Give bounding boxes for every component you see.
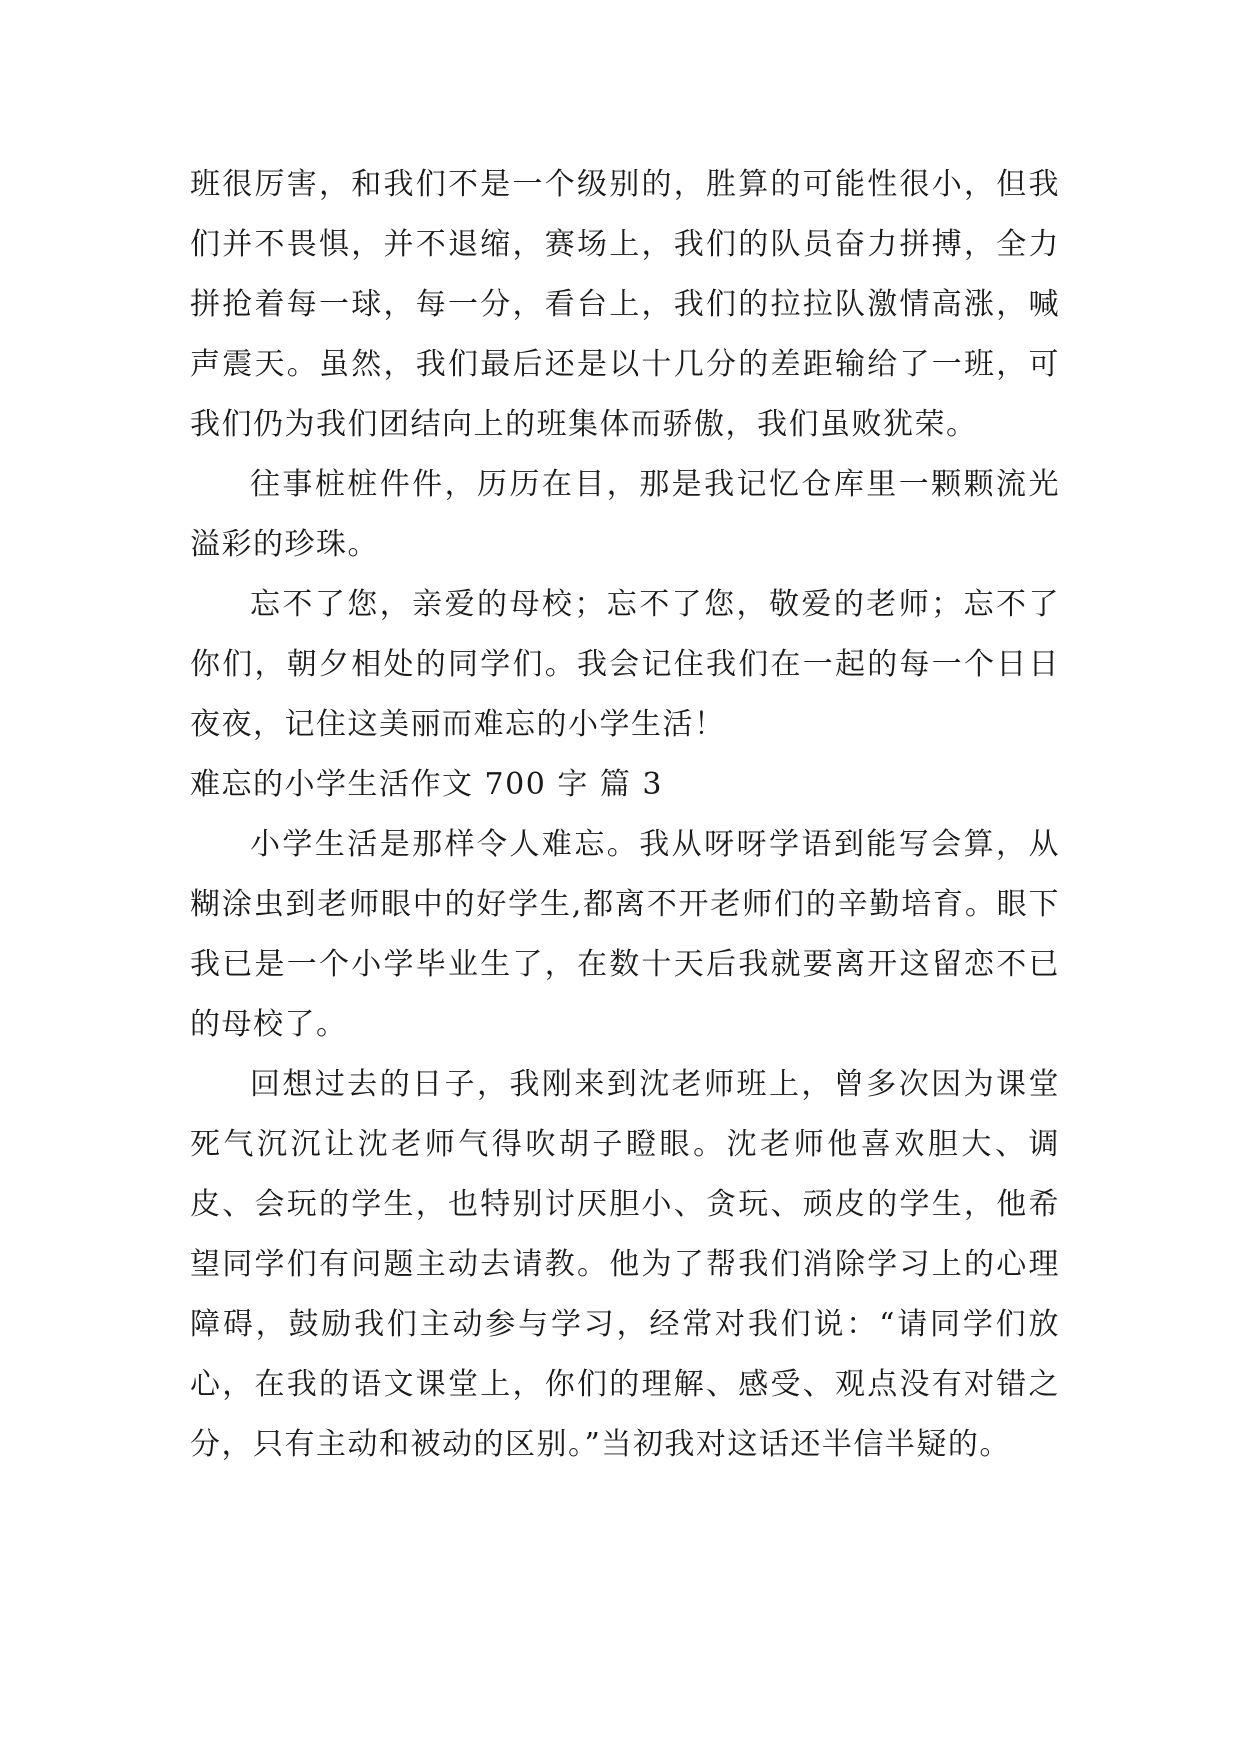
document-body <box>190 155 1060 1475</box>
paragraph: 小学生活是那样令人难忘。我从呀呀学语到能写会算，从糊涂虫到老师眼中的好学生,都离不开老师们的辛勤培育。眼下我已是一个小学毕业生了，在数十天后我就要离开这留恋不已的母校了。 <box>190 827 1060 1042</box>
paragraph-continued: 班很厉害，和我们不是一个级别的，胜算的可能性很小，但我们并不畏惧，并不退缩，赛场上，我们的队员奋力拼搏，全力拼抢着每一球，每一分，看台上，我们的拉拉队激情高涨，喊声震天。虽然，我们最后还是以十几分的差距输给了一班，可我们仍为我们团结向上的班集体而骄傲，我们虽败犹荣。 <box>190 167 1060 442</box>
paragraph: 往事桩桩件件，历历在目，那是我记忆仓库里一颗颗流光溢彩的珍珠。 <box>190 467 1060 562</box>
paragraph: 忘不了您，亲爱的母校；忘不了您，敬爱的老师；忘不了你们，朝夕相处的同学们。我会记住我们在一起的每一个日日夜夜，记住这美丽而难忘的小学生活！ <box>190 587 1060 742</box>
section-heading: 难忘的小学生活作文 700 字 篇 3 <box>190 767 663 802</box>
paragraph: 回想过去的日子，我刚来到沈老师班上，曾多次因为课堂死气沉沉让沈老师气得吹胡子瞪眼。沈老师他喜欢胆大、调皮、会玩的学生，也特别讨厌胆小、贪玩、顽皮的学生，他希望同学们有问题主动去请教。他为了帮我们消除学习上的心理障碍，鼓励我们主动参与学习，经常对我们说：“请同学们放心，在我的语文课堂上，你们的理解、感受、观点没有对错之分，只有主动和被动的区别。”当初我对这话还半信半疑的。 <box>190 1067 1060 1462</box>
